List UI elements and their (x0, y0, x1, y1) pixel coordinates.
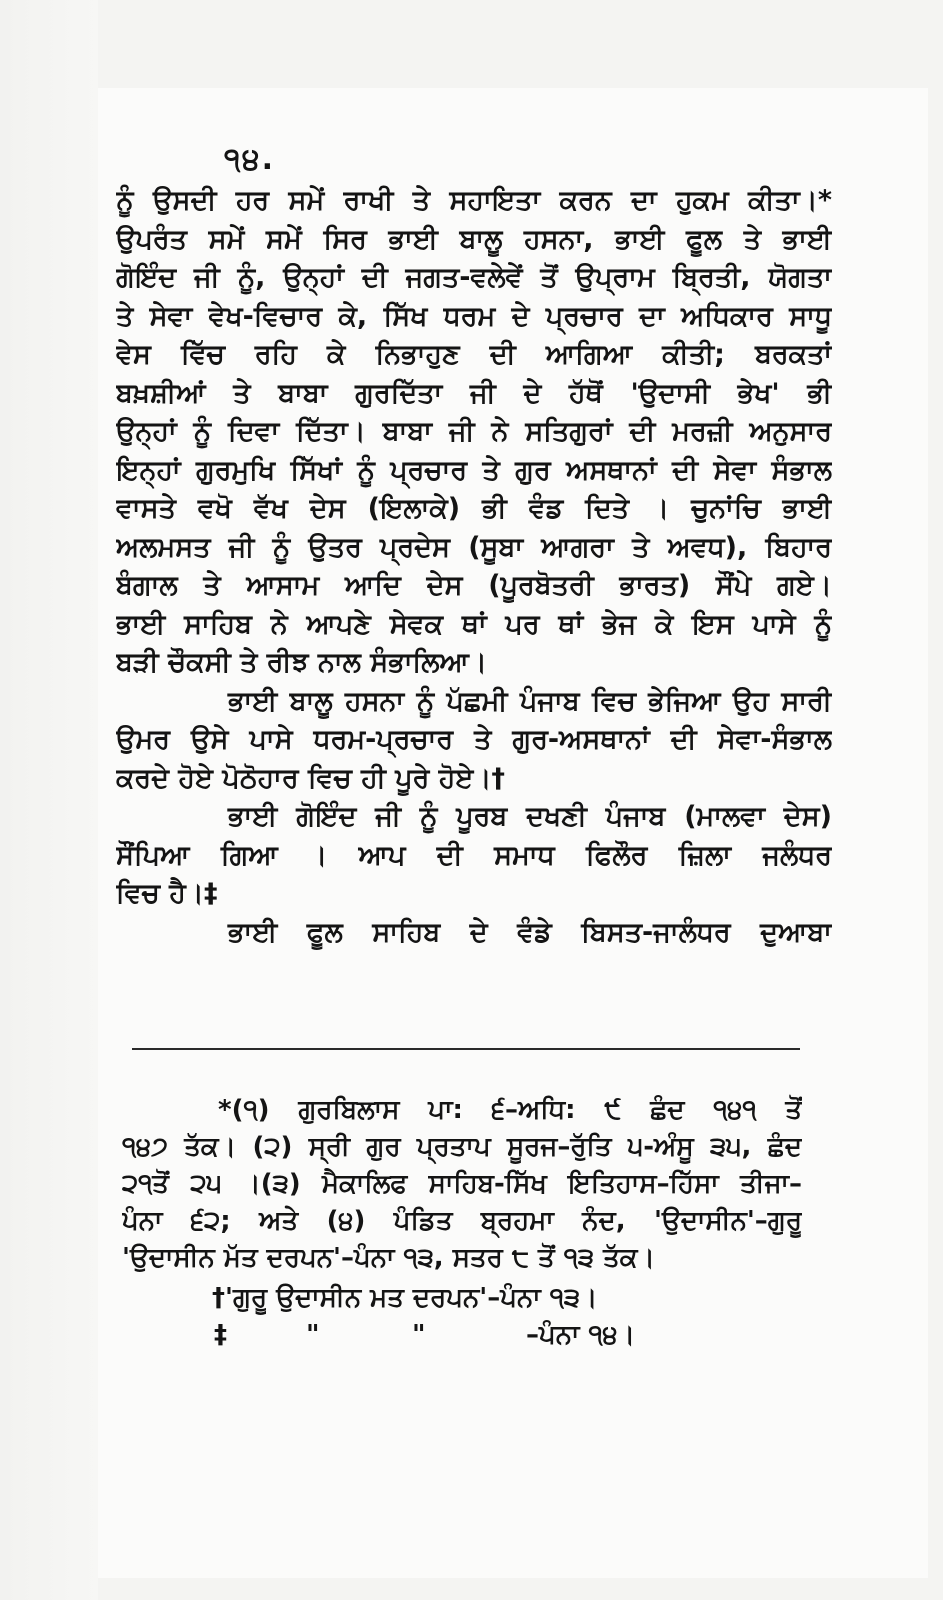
ditto-mark: " (306, 1320, 320, 1350)
dagger-footnote: †'ਗੁਰੂ ਉਦਾਸੀਨ ਮਤ ਦਰਪਨ'–ਪੰਨਾ ੧੩। (212, 1283, 598, 1313)
body-line: ਵੇਸ ਵਿੱਚ ਰਹਿ ਕੇ ਨਿਭਾਹੁਣ ਦੀ ਆਗਿਆ ਕੀਤੀ; ਬਰਕਤਾਂ (116, 339, 832, 370)
body-line: ਉਨ੍ਹਾਂ ਨੂੰ ਦਿਵਾ ਦਿੱਤਾ। ਬਾਬਾ ਜੀ ਨੇ ਸਤਿਗੁਰਾਂ ਦੀ ਮਰਜ਼ੀ ਅਨੁਸਾਰ (116, 416, 832, 447)
body-line: ਇਨ੍ਹਾਂ ਗੁਰਮੁਖਿ ਸਿੱਖਾਂ ਨੂੰ ਪ੍ਰਚਾਰ ਤੇ ਗੁਰ ਅਸਥਾਨਾਂ ਦੀ ਸੇਵਾ ਸੰਭਾਲ (116, 454, 832, 486)
body-line: ਨੂੰ ਉਸਦੀ ਹਰ ਸਮੇਂ ਰਾਖੀ ਤੇ ਸਹਾਇਤਾ ਕਰਨ ਦਾ ਹੁਕਮ ਕੀਤਾ।* (116, 185, 832, 216)
body-line: ਬੜੀ ਚੌਕਸੀ ਤੇ ਰੀਝ ਨਾਲ ਸੰਭਾਲਿਆ। (116, 647, 488, 678)
body-line: ਸੌਂਪਿਆ ਗਿਆ । ਆਪ ਦੀ ਸਮਾਧ ਫਿਲੌਰ ਜ਼ਿਲਾ ਜਲੰਧਰ (116, 839, 832, 871)
paragraph-start-line: ਭਾਈ ਬਾਲੂ ਹਸਨਾ ਨੂੰ ਪੱਛਮੀ ਪੰਜਾਬ ਵਿਚ ਭੇਜਿਆ ਉਹ ਸਾਰੀ (228, 685, 832, 717)
body-line: ਬਖ਼ਸ਼ੀਆਂ ਤੇ ਬਾਬਾ ਗੁਰਦਿੱਤਾ ਜੀ ਦੇ ਹੱਥੋਂ 'ਉਦਾਸੀ ਭੇਖ' ਭੀ (116, 377, 832, 409)
footnote-line: ੧੪੭ ਤੱਕ। (੨) ਸ੍ਰੀ ਗੁਰ ਪ੍ਰਤਾਪ ਸੂਰਜ–ਰੁੱਤਿ ੫-ਅੰਸੂ ੩੫, ਛੰਦ (122, 1132, 802, 1162)
footnote-line: ਪੰਨਾ ੬੨; ਅਤੇ (੪) ਪੰਡਿਤ ਬ੍ਰਹਮਾ ਨੰਦ, 'ਉਦਾਸੀਨ'–ਗੁਰੂ (122, 1206, 802, 1236)
body-line: ਉਪਰੰਤ ਸਮੇਂ ਸਮੇਂ ਸਿਰ ਭਾਈ ਬਾਲੂ ਹਸਨਾ, ਭਾਈ ਫੂਲ ਤੇ ਭਾਈ (116, 223, 832, 255)
footnote-line: 'ਉਦਾਸੀਨ ਮੱਤ ਦਰਪਨ'–ਪੰਨਾ ੧੩, ਸਤਰ ੮ ਤੋਂ ੧੩ ਤੱਕ। (122, 1243, 655, 1273)
footnote-line: *(੧) ਗੁਰਬਿਲਾਸ ਪਾ: ੬–ਅਧਿ: ੯ ਛੰਦ ੧੪੧ ਤੋਂ (218, 1095, 802, 1125)
page-number: ੧੪. (224, 142, 275, 177)
scan-edge (0, 0, 98, 1600)
body-line: ਬੰਗਾਲ ਤੇ ਆਸਾਮ ਆਦਿ ਦੇਸ (ਪੂਰਬੋਤਰੀ ਭਾਰਤ) ਸੌਂਪੇ ਗਏ। (116, 570, 832, 601)
double-dagger-mark: ‡ (214, 1320, 227, 1350)
footnote-line: ੨੧ਤੋਂ ੨੫ ।(੩) ਮੈਕਾਲਿਫ ਸਾਹਿਬ-ਸਿੱਖ ਇਤਿਹਾਸ–ਹਿੱਸਾ ਤੀਜਾ– (122, 1169, 802, 1199)
paragraph-start-line: ਭਾਈ ਗੋਇੰਦ ਜੀ ਨੂੰ ਪੂਰਬ ਦਖਣੀ ਪੰਜਾਬ (ਮਾਲਵਾ ਦੇਸ) (228, 801, 832, 832)
body-line: ਤੇ ਸੇਵਾ ਵੇਖ-ਵਿਚਾਰ ਕੇ, ਸਿੱਖ ਧਰਮ ਦੇ ਪ੍ਰਚਾਰ ਦਾ ਅਧਿਕਾਰ ਸਾਧੂ (116, 300, 832, 332)
body-line: ਭਾਈ ਸਾਹਿਬ ਨੇ ਆਪਣੇ ਸੇਵਕ ਥਾਂ ਪਰ ਥਾਂ ਭੇਜ ਕੇ ਇਸ ਪਾਸੇ ਨੂੰ (116, 608, 832, 640)
footnotes (122, 1092, 802, 1277)
body-line: ਵਿਚ ਹੈ।‡ (116, 878, 218, 909)
double-dagger-page-ref: –ਪੰਨਾ ੧੪। (526, 1320, 636, 1350)
ditto-mark: " (412, 1320, 426, 1350)
body-line: ਗੋਇੰਦ ਜੀ ਨੂੰ, ਉਨ੍ਹਾਂ ਦੀ ਜਗਤ-ਵਲੇਵੇਂ ਤੋਂ ਉਪ੍ਰਾਮ ਬ੍ਰਿਤੀ, ਯੋਗਤਾ (116, 262, 832, 293)
body-line: ਕਰਦੇ ਹੋਏ ਪੋਠੋਹਾਰ ਵਿਚ ਹੀ ਪੂਰੇ ਹੋਏ।† (116, 762, 506, 794)
body-line: ਵਾਸਤੇ ਵਖੋ ਵੱਖ ਦੇਸ (ਇਲਾਕੇ) ਭੀ ਵੰਡ ਦਿਤੇ । ਚੁਨਾਂਚਿ ਭਾਈ (116, 493, 832, 524)
body-text (116, 182, 832, 952)
body-line: ਅਲਮਸਤ ਜੀ ਨੂੰ ਉਤਰ ਪ੍ਰਦੇਸ (ਸੂਬਾ ਆਗਰਾ ਤੇ ਅਵਧ), ਬਿਹਾਰ (116, 531, 832, 563)
footnote-separator (132, 1048, 800, 1050)
paragraph-start-line: ਭਾਈ ਫੂਲ ਸਾਹਿਬ ਦੇ ਵੰਡੇ ਬਿਸਤ-ਜਾਲੰਧਰ ਦੁਆਬਾ (228, 916, 832, 948)
body-line: ਉਮਰ ਉਸੇ ਪਾਸੇ ਧਰਮ-ਪ੍ਰਚਾਰ ਤੇ ਗੁਰ-ਅਸਥਾਨਾਂ ਦੀ ਸੇਵਾ-ਸੰਭਾਲ (116, 724, 832, 755)
